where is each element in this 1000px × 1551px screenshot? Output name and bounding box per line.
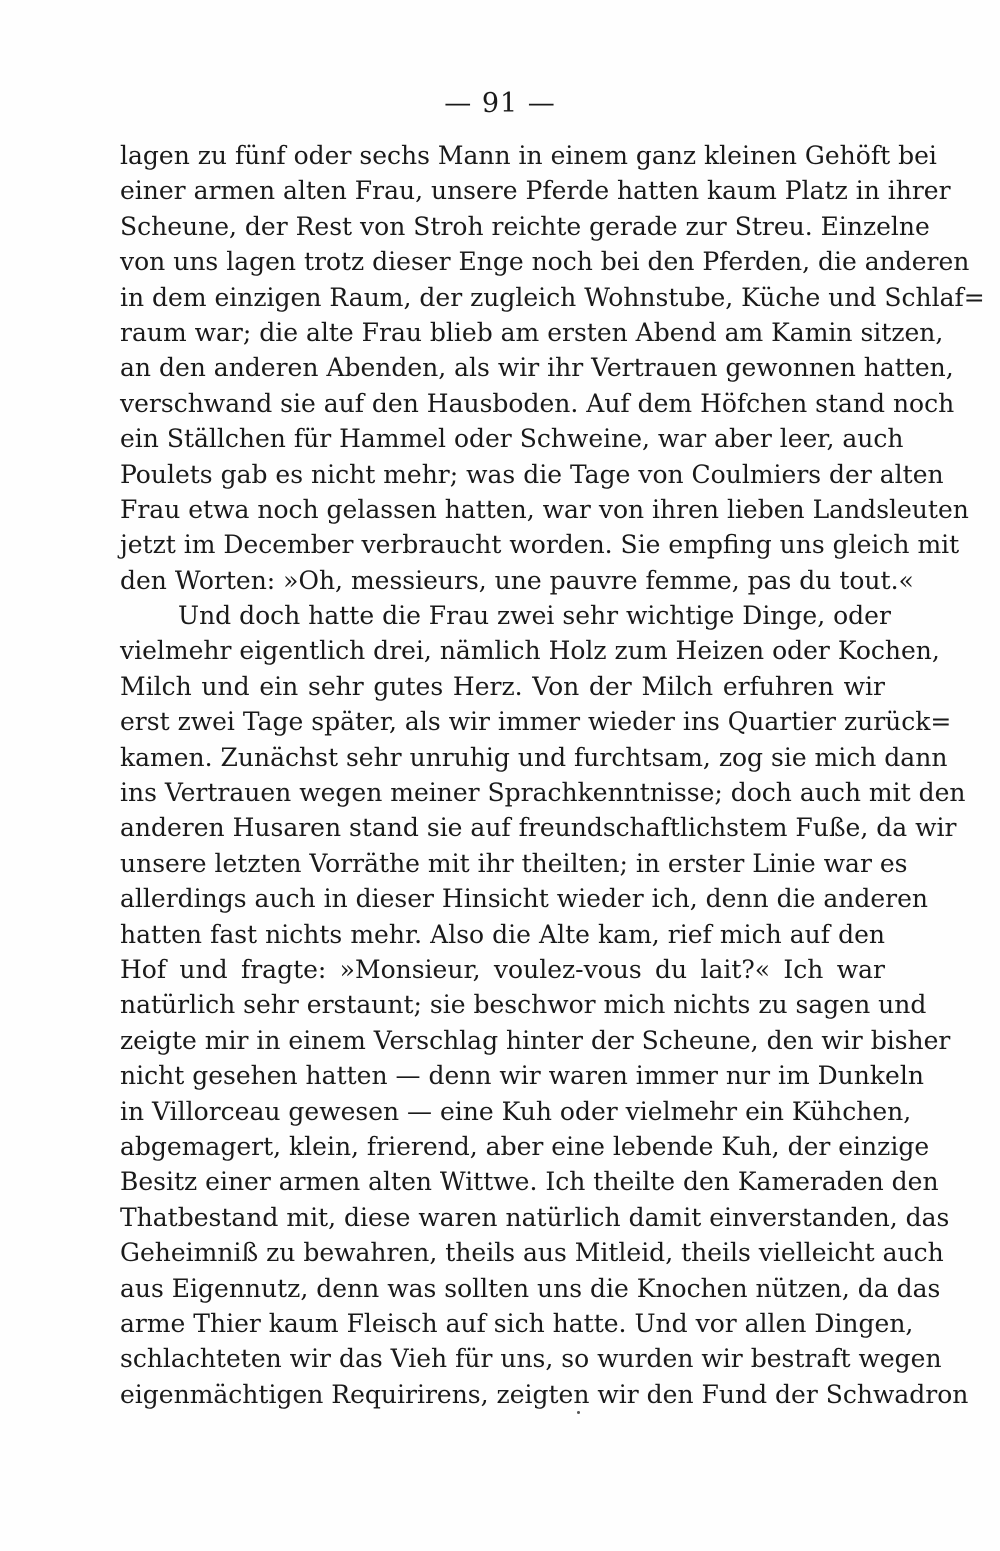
text-line: schlachteten wir das Vieh für uns, so wurden wir bestraft wegen (120, 1344, 942, 1374)
body-text (120, 138, 985, 1412)
text-line: arme Thier kaum Fleisch auf sich hatte. Und vor allen Dingen, (120, 1308, 914, 1338)
text-line: jetzt im December verbraucht worden. Sie empfing uns gleich mit (120, 530, 960, 560)
text-line: Thatbestand mit, diese waren natürlich damit einverstanden, das (120, 1202, 950, 1232)
text-line: Geheimniß zu bewahren, theils aus Mitleid, theils vielleicht auch (120, 1238, 944, 1268)
text-line: anderen Husaren stand sie auf freundschaftlichstem Fuße, da wir (120, 813, 957, 843)
text-line: Und doch hatte die Frau zwei sehr wichtige Dinge, oder (178, 601, 891, 631)
page-number: — 91 — (444, 88, 556, 119)
text-line: Milch und ein sehr gutes Herz. Von der Milch erfuhren wir (120, 671, 885, 701)
text-line: eigenmächtigen Requirirens, zeigten wir den Fund der Schwadron (120, 1379, 969, 1409)
text-line: erst zwei Tage später, als wir immer wieder ins Quartier zurück= (120, 707, 952, 737)
text-line: ein Ställchen für Hammel oder Schweine, war aber leer, auch (120, 424, 904, 454)
text-line: aus Eigennutz, denn was sollten uns die Knochen nützen, da das (120, 1273, 941, 1303)
text-line: einer armen alten Frau, unsere Pferde hatten kaum Platz in ihrer (120, 176, 951, 206)
text-line: Scheune, der Rest von Stroh reichte gerade zur Streu. Einzelne (120, 211, 930, 241)
text-line: Besitz einer armen alten Wittwe. Ich theilte den Kameraden den (120, 1167, 939, 1197)
text-line: verschwand sie auf den Hausboden. Auf dem Höfchen stand noch (120, 388, 955, 418)
text-line: kamen. Zunächst sehr unruhig und furchtsam, zog sie mich dann (120, 742, 948, 772)
text-line: raum war; die alte Frau blieb am ersten Abend am Kamin sitzen, (120, 317, 944, 347)
text-line: an den anderen Abenden, als wir ihr Vertrauen gewonnen hatten, (120, 353, 954, 383)
text-line: den Worten: »Oh, messieurs, une pauvre femme, pas du tout.« (120, 565, 914, 595)
text-line: zeigte mir in einem Verschlag hinter der Scheune, den wir bisher (120, 1025, 951, 1055)
text-line: unsere letzten Vorräthe mit ihr theilten; in erster Linie war es (120, 848, 908, 878)
text-line: vielmehr eigentlich drei, nämlich Holz zum Heizen oder Kochen, (120, 636, 940, 666)
text-line: abgemagert, klein, frierend, aber eine lebende Kuh, der einzige (120, 1131, 930, 1161)
text-line: Hof und fragte: »Monsieur, voulez-vous du lait?« Ich war (120, 954, 885, 984)
text-line: lagen zu fünf oder sechs Mann in einem ganz kleinen Gehöft bei (120, 141, 937, 170)
print-speck (577, 1411, 580, 1414)
text-line: hatten fast nichts mehr. Also die Alte kam, rief mich auf den (120, 919, 885, 949)
text-line: nicht gesehen hatten — denn wir waren immer nur im Dunkeln (120, 1061, 924, 1091)
text-line: ins Vertrauen wegen meiner Sprachkenntnisse; doch auch mit den (120, 778, 966, 808)
text-line: Frau etwa noch gelassen hatten, war von ihren lieben Landsleuten (120, 494, 969, 524)
text-line: allerdings auch in dieser Hinsicht wieder ich, denn die anderen (120, 884, 928, 914)
text-line: in Villorceau gewesen — eine Kuh oder vielmehr ein Kühchen, (120, 1096, 912, 1126)
text-line: Poulets gab es nicht mehr; was die Tage von Coulmiers der alten (120, 459, 944, 489)
text-line: in dem einzigen Raum, der zugleich Wohnstube, Küche und Schlaf= (120, 282, 985, 312)
text-line: von uns lagen trotz dieser Enge noch bei den Pferden, die anderen (120, 247, 970, 277)
text-line: natürlich sehr erstaunt; sie beschwor mich nichts zu sagen und (120, 990, 927, 1020)
